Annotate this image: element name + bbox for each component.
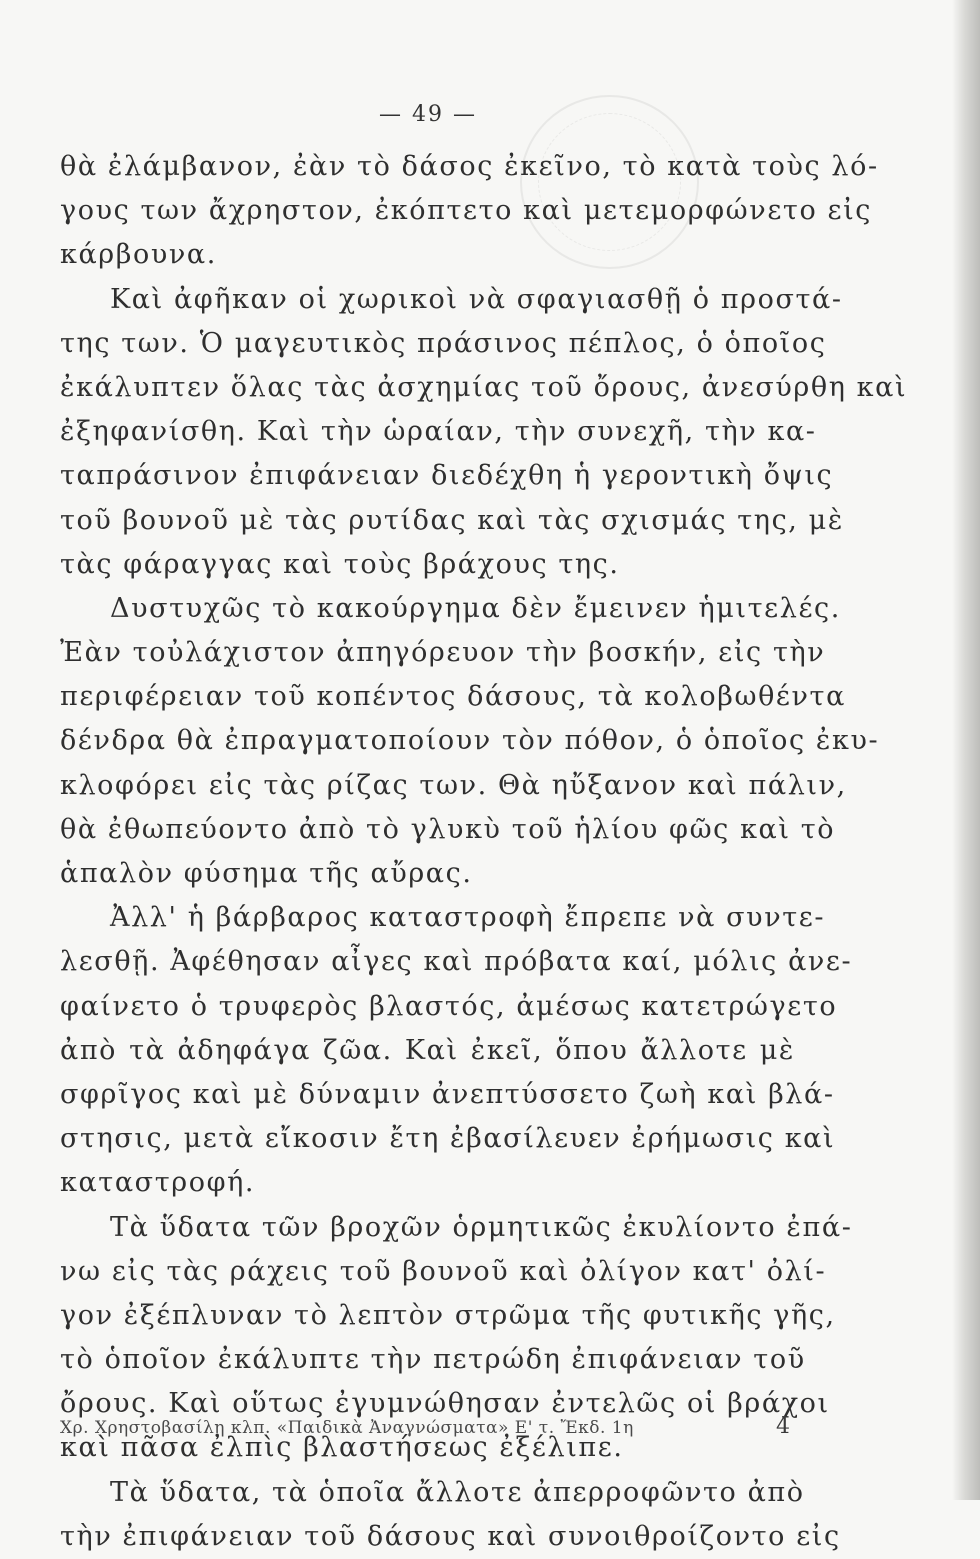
text-line: στησις, μετὰ εἴκοσιν ἔτη ἐβασίλευεν ἐρήμωσις καὶ [60, 1123, 836, 1155]
text-line: γον ἐξέπλυναν τὸ λεπτὸν στρῶμα τῆς φυτικῆς γῆς, [60, 1299, 836, 1331]
text-line: Καὶ ἀφῆκαν οἱ χωρικοὶ νὰ σφαγιασθῇ ὁ προστά- [110, 283, 843, 315]
text-line: νω εἰς τὰς ράχεις τοῦ βουνοῦ καὶ ὀλίγον κατ' ὀλί- [60, 1255, 827, 1287]
text-line: κλοφόρει εἰς τὰς ρίζας των. Θὰ ηὔξανον καὶ πάλιν, [60, 769, 847, 801]
text-line: κάρβουνα. [60, 239, 217, 271]
text-line: Ἀλλ' ἡ βάρβαρος καταστροφὴ ἔπρεπε νὰ συντε- [110, 902, 826, 934]
text-line: ταπράσινον ἐπιφάνειαν διεδέχθη ἡ γεροντικὴ ὄψις [60, 460, 834, 492]
text-line: Τὰ ὕδατα, τὰ ὁποῖα ἄλλοτε ἀπερροφῶντο ἀπὸ [110, 1476, 805, 1508]
page-footer [60, 1414, 800, 1448]
text-line: ἐκάλυπτεν ὅλας τὰς ἀσχημίας τοῦ ὄρους, ἀνεσύρθη καὶ [60, 371, 908, 403]
text-line: της των. Ὁ μαγευτικὸς πράσινος πέπλος, ὁ ὁποῖος [60, 327, 827, 359]
text-line: ὄρους. Καὶ οὕτως ἐγυμνώθησαν ἐντελῶς οἱ βράχοι [60, 1388, 830, 1420]
text-line: Δυστυχῶς τὸ κακούργημα δὲν ἔμεινεν ἡμιτελές. [110, 592, 841, 624]
text-line: καταστροφή. [60, 1167, 256, 1199]
text-line: ἁπαλὸν φύσημα τῆς αὔρας. [60, 858, 473, 889]
text-line: γους των ἄχρηστον, ἐκόπτετο καὶ μετεμορφώνετο εἰς [60, 195, 872, 227]
text-line: τὸ ὁποῖον ἐκάλυπτε τὴν πετρώδη ἐπιφάνειαν τοῦ [60, 1344, 806, 1376]
text-line: τοῦ βουνοῦ μὲ τὰς ρυτίδας καὶ τὰς σχισμάς της, μὲ [60, 504, 844, 536]
signature-mark: 4 [776, 1414, 791, 1439]
text-line: θὰ ἐλάμβανον, ἐὰν τὸ δάσος ἐκεῖνο, τὸ κατὰ τοὺς λό- [60, 151, 879, 182]
text-line: Ἐὰν τοὐλάχιστον ἀπηγόρευον τὴν βοσκήν, εἰς τὴν [60, 637, 826, 669]
text-line: περιφέρειαν τοῦ κοπέντος δάσους, τὰ κολοβωθέντα [60, 681, 846, 713]
text-line: ἀπὸ τὰ ἀδηφάγα ζῶα. Καὶ ἐκεῖ, ὅπου ἄλλοτε μὲ [60, 1034, 795, 1066]
footer-credit: Χρ. Χρηστοβασίλη κλπ. «Παιδικὰ Ἀναγνώσματα» Ε' τ. Ἔκδ. 1η [60, 1418, 634, 1438]
page-edge-shadow [952, 0, 980, 1500]
page-number: — 49 — [379, 102, 477, 127]
text-line: σφρῖγος καὶ μὲ δύναμιν ἀνεπτύσσετο ζωὴ καὶ βλά- [60, 1078, 835, 1110]
text-line: δένδρα θὰ ἐπραγματοποίουν τὸν πόθον, ὁ ὁποῖος ἐκυ- [60, 725, 880, 757]
text-line: φαίνετο ὁ τρυφερὸς βλαστός, ἀμέσως κατετρώγετο [60, 990, 838, 1022]
text-line: τὴν ἐπιφάνειαν τοῦ δάσους καὶ συνοιθροίζοντο εἰς [60, 1520, 841, 1552]
text-line: λεσθῇ. Ἀφέθησαν αἶγες καὶ πρόβατα καί, μόλις ἀνε- [60, 946, 853, 978]
body-text [60, 145, 908, 1559]
text-line: ἐξηφανίσθη. Καὶ τὴν ὡραίαν, τὴν συνεχῆ, τὴν κα- [60, 416, 817, 448]
text-line: θὰ ἐθωπεύοντο ἀπὸ τὸ γλυκὺ τοῦ ἡλίου φῶς καὶ τὸ [60, 813, 836, 845]
text-line: καὶ πᾶσα ἐλπὶς βλαστήσεως ἐξέλιπε. [60, 1432, 624, 1464]
text-line: τὰς φάραγγας καὶ τοὺς βράχους της. [60, 548, 620, 580]
text-line: Τὰ ὕδατα τῶν βροχῶν ὁρμητικῶς ἐκυλίοντο ἐπά- [110, 1211, 853, 1243]
